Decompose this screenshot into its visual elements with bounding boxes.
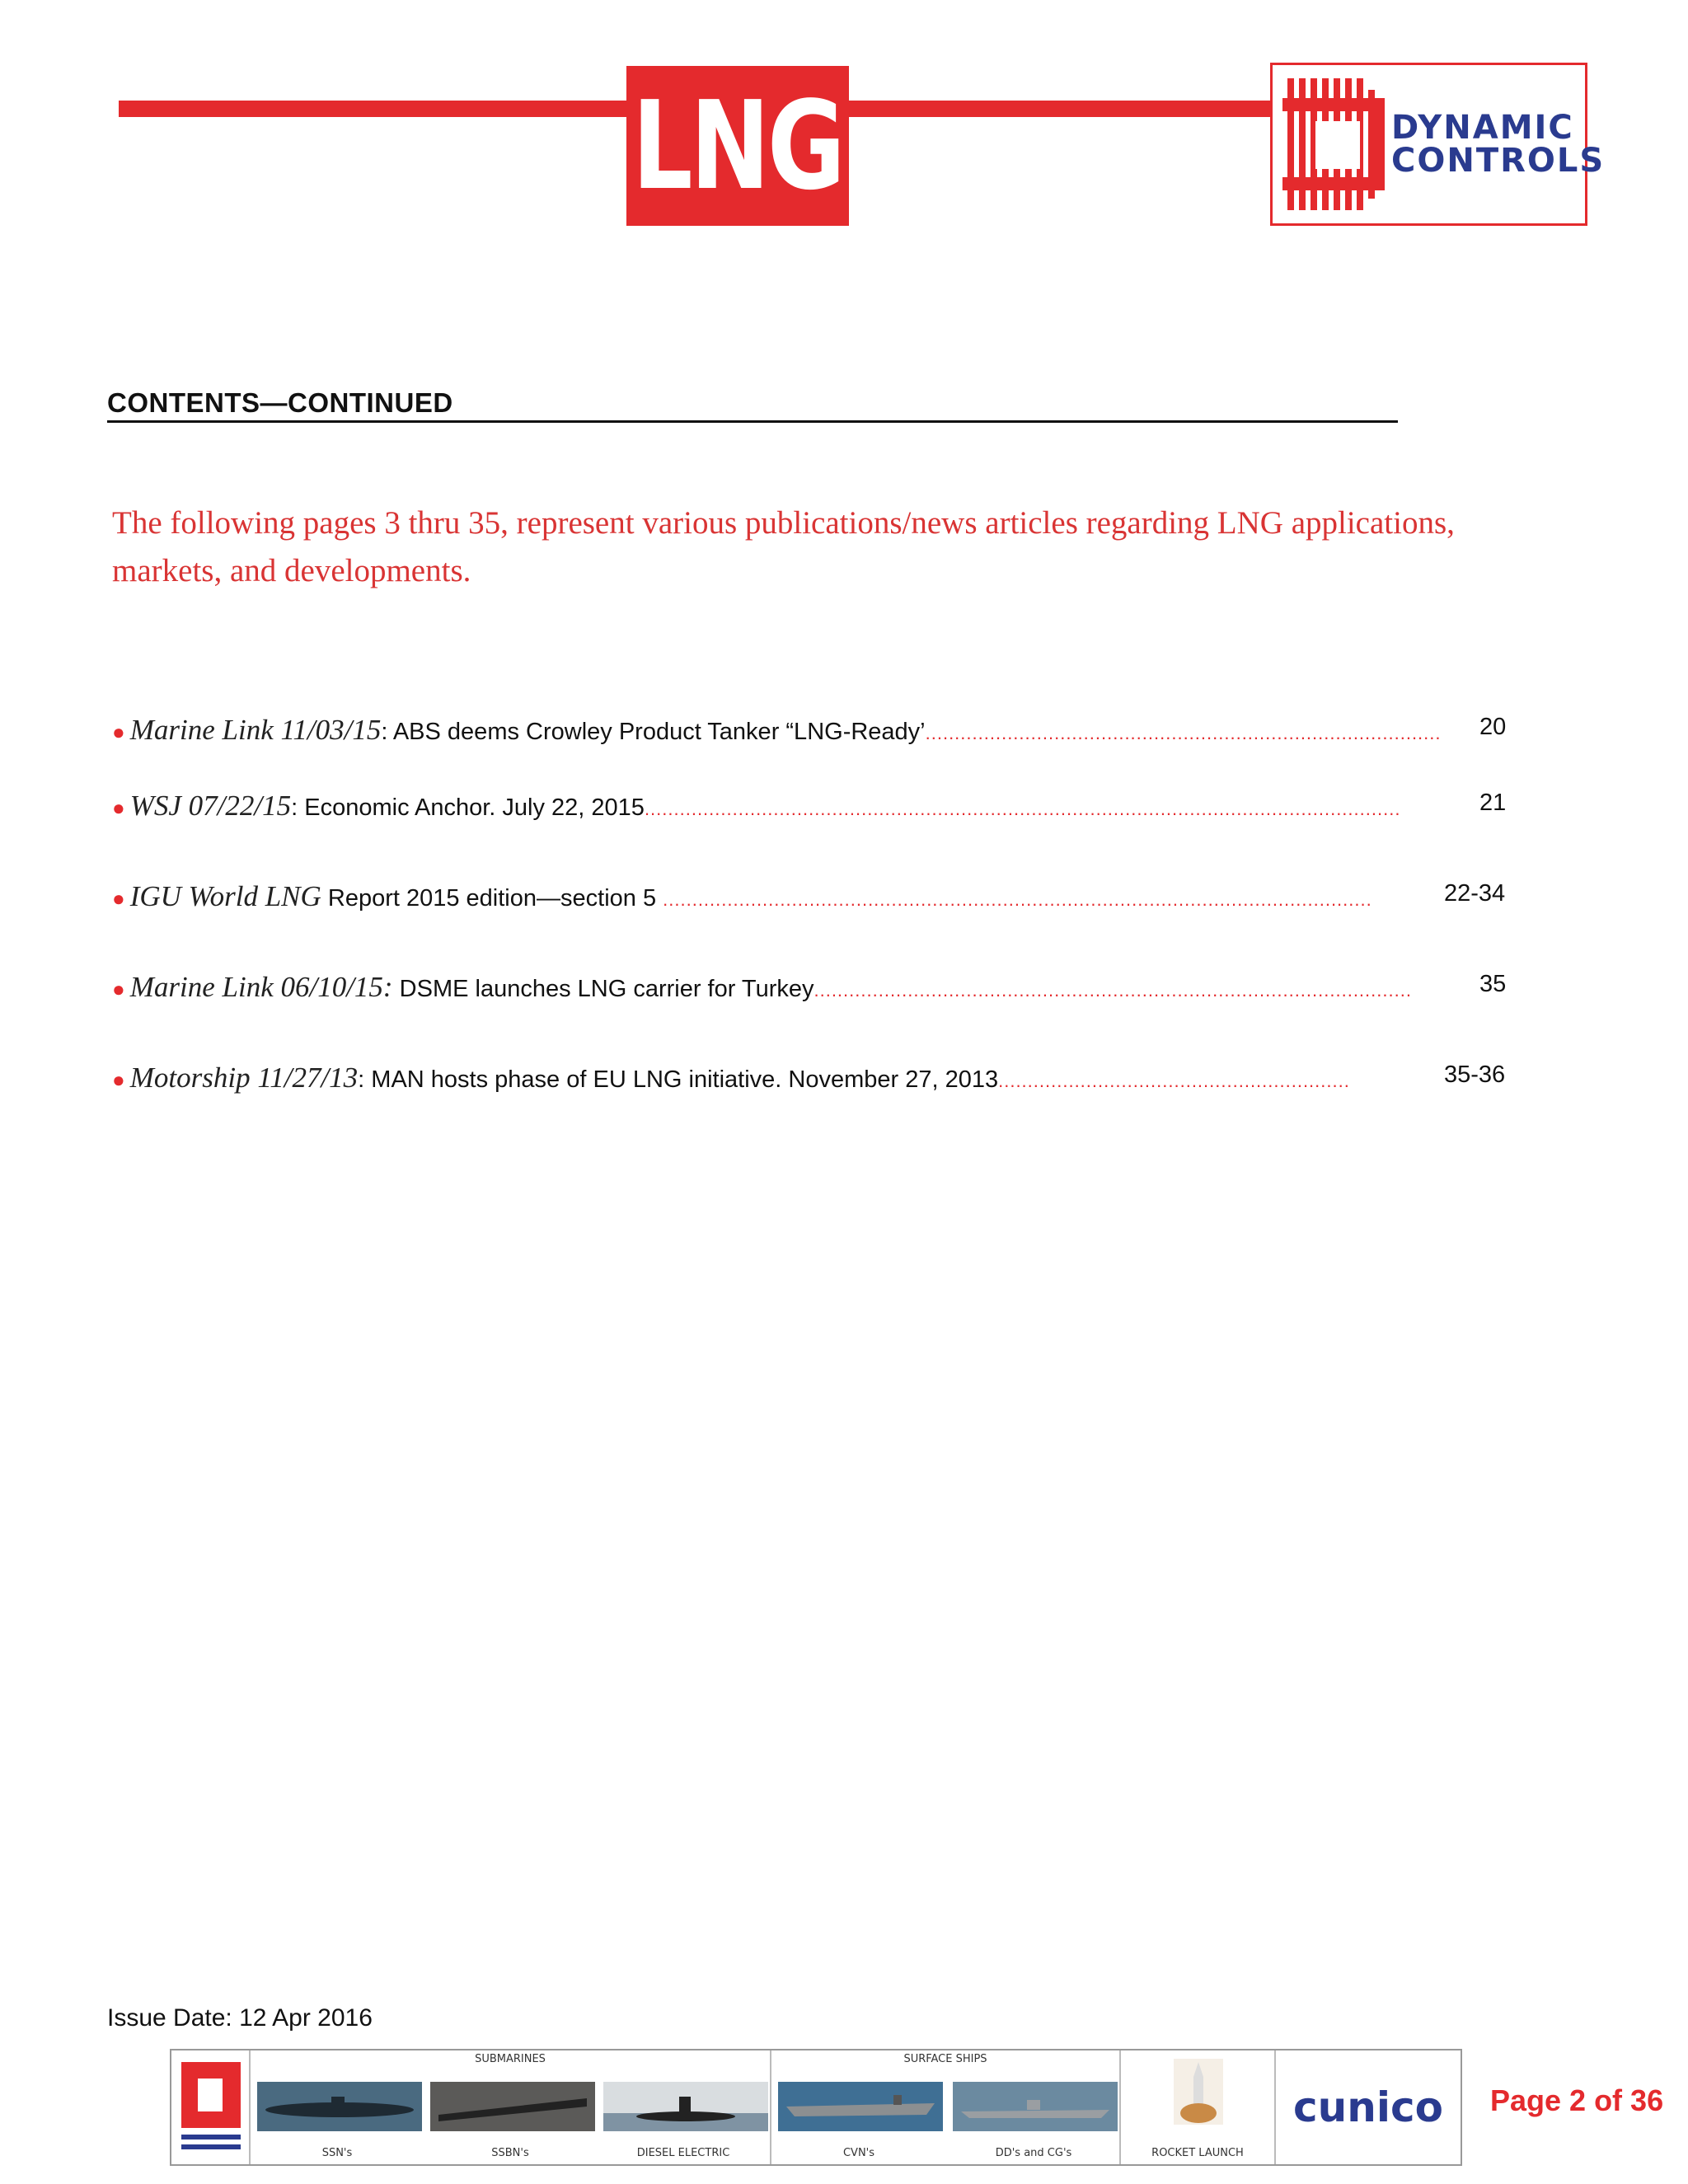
ssn-panel <box>251 2050 424 2164</box>
toc-entry[interactable] <box>112 714 1442 755</box>
toc-leader: ......................................................................................................................... <box>663 889 1372 910</box>
toc-source: Motorship 11/27/13 <box>129 1062 359 1094</box>
toc-source: Marine Link 06/10/15: <box>129 971 393 1003</box>
toc-page-number: 21 <box>1479 790 1507 816</box>
submarine-icon <box>603 2082 768 2131</box>
bullet-icon: ● <box>112 719 125 744</box>
issue-date: Issue Date: 12 Apr 2016 <box>107 2004 373 2032</box>
toc-leader: ........................................................................................ <box>925 723 1442 743</box>
destroyer-panel <box>946 2050 1121 2164</box>
surface-ships-label: SURFACE SHIPS <box>903 2053 987 2065</box>
toc-entry[interactable] <box>112 880 1372 921</box>
cunico-text: cunico <box>1293 2083 1443 2131</box>
toc-source: IGU World LNG <box>129 880 321 912</box>
bullet-icon: ● <box>112 795 125 820</box>
contents-heading: CONTENTS—CONTINUED <box>107 387 1398 423</box>
dynamic-controls-mark-icon <box>1282 73 1388 215</box>
toc-sep: : <box>381 719 393 745</box>
rocket-launch-panel <box>1121 2050 1276 2164</box>
surface-ships-group <box>771 2050 1121 2164</box>
toc-entry[interactable] <box>112 1062 1350 1103</box>
toc-source: WSJ 07/22/15 <box>129 790 292 822</box>
dynamic-controls-small-icon <box>178 2059 244 2158</box>
submarines-label: SUBMARINES <box>475 2053 546 2065</box>
toc-page-number: 35 <box>1479 971 1507 997</box>
contents-intro: The following pages 3 thru 35, represent various publications/news articles regarding LNG applications, markets, and developments. <box>112 505 1455 588</box>
caption-ssn: SSN's <box>321 2147 353 2159</box>
dynamic-controls-logo <box>1270 63 1606 226</box>
caption-diesel-electric: DIESEL ELECTRIC <box>636 2147 730 2159</box>
submarines-group <box>251 2050 771 2164</box>
diesel-panel <box>597 2050 770 2164</box>
cunico-logo <box>1276 2050 1461 2164</box>
bullet-icon: ● <box>112 886 125 911</box>
bullet-icon: ● <box>112 977 125 1001</box>
toc-sep: : <box>358 1066 372 1093</box>
lng-logo-text: LNG <box>632 75 843 217</box>
toc-sep <box>393 976 400 1002</box>
toc-entry[interactable] <box>112 790 1400 831</box>
caption-rocket-launch: ROCKET LAUNCH <box>1151 2147 1244 2159</box>
footer-dc-logo <box>171 2050 251 2164</box>
submarine-icon <box>430 2082 595 2131</box>
caption-cvn: CVN's <box>842 2147 875 2159</box>
toc-leader: ................................................................................................................................. <box>644 799 1401 819</box>
bullet-icon: ● <box>112 1067 125 1092</box>
company-name-line2: CONTROLS <box>1391 142 1606 180</box>
toc-sep <box>321 885 328 912</box>
lng-logo <box>626 66 849 226</box>
toc-sep: : <box>291 794 305 821</box>
destroyer-icon <box>953 2082 1118 2131</box>
page-number: Page 2 of 36 <box>1490 2083 1664 2117</box>
ssbn-panel <box>424 2050 597 2164</box>
company-name-line1: DYNAMIC <box>1391 109 1574 147</box>
cvn-panel <box>771 2050 946 2164</box>
rocket-launch-icon <box>1174 2059 1223 2125</box>
carrier-icon <box>778 2082 943 2131</box>
caption-dd-cg: DD's and CG's <box>995 2147 1072 2159</box>
toc-page-number: 20 <box>1479 714 1507 740</box>
toc-title: DSME launches LNG carrier for Turkey <box>399 976 814 1002</box>
toc-title: Report 2015 edition—section 5 <box>327 885 663 912</box>
toc-source: Marine Link 11/03/15 <box>129 714 382 746</box>
toc-title: Economic Anchor. July 22, 2015 <box>304 794 645 821</box>
toc-page-number: 22-34 <box>1444 880 1506 907</box>
footer-banner <box>170 2049 1462 2166</box>
toc-title: ABS deems Crowley Product Tanker “LNG-Ready’ <box>392 719 926 745</box>
toc-leader: ...................................................................................................... <box>814 980 1412 1001</box>
submarine-icon <box>257 2082 422 2131</box>
dynamic-controls-wordmark <box>1391 109 1606 180</box>
toc-title: MAN hosts phase of EU LNG initiative. November 27, 2013 <box>371 1066 999 1093</box>
caption-ssbn: SSBN's <box>491 2147 529 2159</box>
toc-entry[interactable] <box>112 971 1412 1012</box>
toc-leader: ............................................................ <box>998 1071 1350 1091</box>
toc-page-number: 35-36 <box>1444 1062 1506 1088</box>
